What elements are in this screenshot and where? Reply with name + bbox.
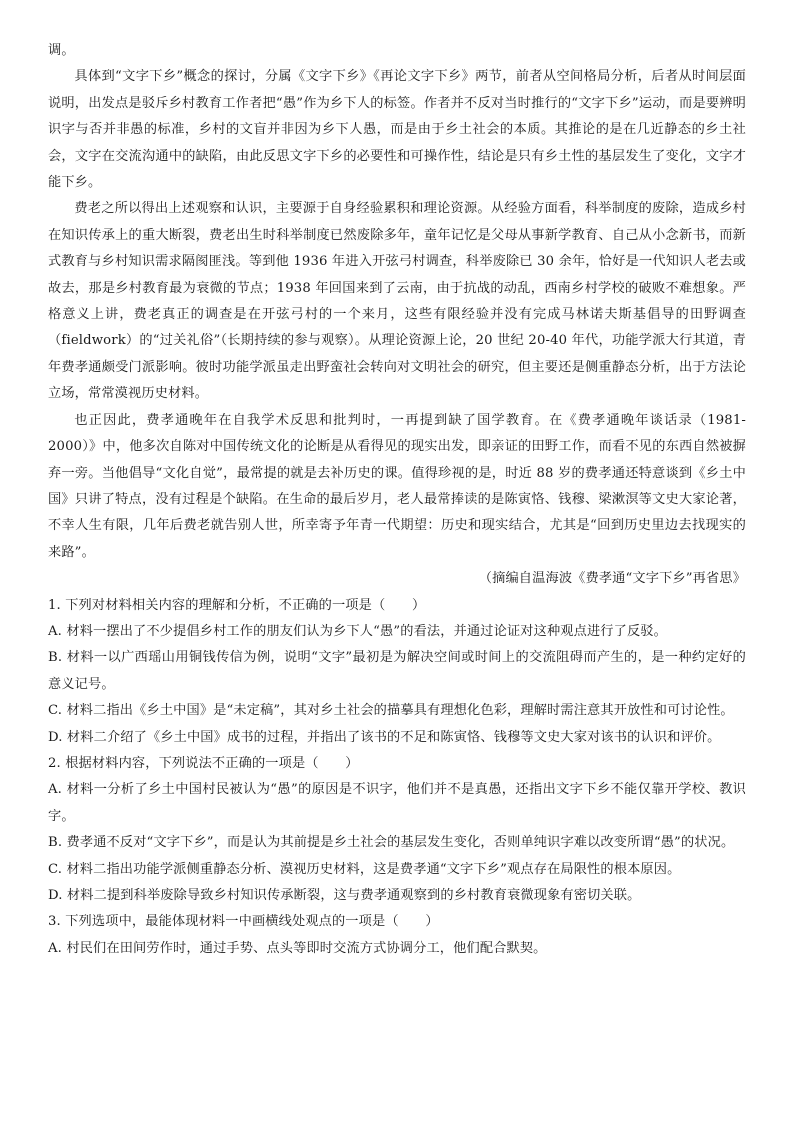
question-1: [48, 593, 746, 751]
question-stem: 1. 下列对材料相关内容的理解和分析，不正确的一项是（ ）: [48, 597, 426, 613]
question-option: C. 材料二指出功能学派侧重静态分析、漠视历史材料，这是费孝通“文字下乡”观点存在局限性的根本原因。: [48, 861, 681, 877]
question-option: B. 材料一以广西瑶山用铜钱传信为例，说明“文字”最初是为解决空间或时间上的交流阻碍而产生的，是一种约定好的意义记号。: [48, 650, 746, 692]
passage-source: （摘编自温海波《费孝通“文字下乡”再省思》: [478, 571, 746, 587]
question-stem: 2. 根据材料内容，下列说法不正确的一项是（ ）: [48, 755, 359, 771]
document-page: [48, 38, 746, 962]
passage-paragraph-2: 费老之所以得出上述观察和认识，主要源于自身经验累积和理论资源。从经验方面看，科举制度的废除，造成乡村在知识传承上的重大断裂，费老出生时科举制度已然废除多年，童年记忆是父母从事新学教育、自己从小念新书，而新式教育与乡村知识需求隔阂匪浅。等到他 1936 年进入开弦弓村调查，科举废除已 30 余年，恰好是一代知识人老去或故去，那是乡村教育最为衰微的节点；1938 年回国来到了云南，由于抗战的动乱，西南乡村学校的破败不难想象。严格意义上讲，费老真正的调查是在开弦弓村的一个来月，这些有限经验并没有完成马林诺夫斯基倡导的田野调查（fieldwork）的“过关礼俗”（长期持续的参与观察）。从理论资源上论，20 世纪 20-40 年代，功能学派大行其道，青年费孝通颇受门派影响。彼时功能学派虽走出野蛮社会转向对文明社会的研究，但主要还是侧重静态分析，出于方法论立场，常常漠视历史材料。: [48, 201, 746, 402]
question-option: A. 材料一分析了乡土中国村民被认为“愚”的原因是不识字，他们并不是真愚，还指出文字下乡不能仅靠开学校、教识字。: [48, 782, 746, 824]
question-3: [48, 909, 746, 962]
question-option: B. 费孝通不反对“文字下乡”，而是认为其前提是乡土社会的基层发生变化，否则单纯识字难以改变所谓“愚”的状况。: [48, 835, 735, 851]
question-stem: 3. 下列选项中，最能体现材料一中画横线处观点的一项是（ ）: [48, 914, 439, 930]
passage-paragraph-3: 也正因此，费孝通晚年在自我学术反思和批判时，一再提到缺了国学教育。在《费孝通晚年谈话录（1981-2000）》中，他多次自陈对中国传统文化的论断是从看得见的现实出发，即亲证的田野工作，而看不见的东西自然被摒弃一旁。当他倡导“文化自觉”，最常提的就是去补历史的课。值得珍视的是，时近 88 岁的费孝通还特意谈到《乡土中国》只讲了特点，没有过程是个缺陷。在生命的最后岁月，老人最常捧读的是陈寅恪、钱穆、梁漱溟等文史大家论著，不幸人生有限，几年后费老就告别人世，所幸寄予年青一代期望：历史和现实结合，尤其是“回到历史里边去找现实的来路”。: [48, 412, 746, 560]
question-option: D. 材料二提到科举废除导致乡村知识传承断裂，这与费孝通观察到的乡村教育衰微现象有密切关联。: [48, 888, 641, 903]
question-option: C. 材料二指出《乡土中国》是“未定稿”，其对乡土社会的描摹具有理想化色彩，理解时需注意其开放性和可讨论性。: [48, 703, 734, 719]
passage-paragraph-1: 具体到“文字下乡”概念的探讨，分属《文字下乡》《再论文字下乡》两节，前者从空间格局分析，后者从时间层面说明，出发点是驳斥乡村教育工作者把“愚”作为乡下人的标签。作者并不反对当时推行的“文字下乡”运动，而是要辨明识字与否并非愚的标准，乡村的文盲并非因为乡下人愚，而是由于乡土社会的本质。其推论的是在几近静态的乡土社会，文字在交流沟通中的缺陷，由此反思文字下乡的必要性和可操作性，结论是只有乡土性的基层发生了变化，文字才能下乡。: [48, 69, 746, 191]
question-2: [48, 751, 746, 909]
question-option: A. 村民们在田间劳作时，通过手势、点头等即时交流方式协调分工，他们配合默契。: [48, 940, 547, 956]
passage-paragraph-0: 调。: [48, 43, 75, 58]
question-option: A. 材料一摆出了不少提倡乡村工作的朋友们认为乡下人“愚”的看法，并通过论证对这种观点进行了反驳。: [48, 623, 667, 639]
question-option: D. 材料二介绍了《乡土中国》成书的过程，并指出了该书的不足和陈寅恪、钱穆等文史大家对该书的认识和评价。: [48, 729, 721, 745]
